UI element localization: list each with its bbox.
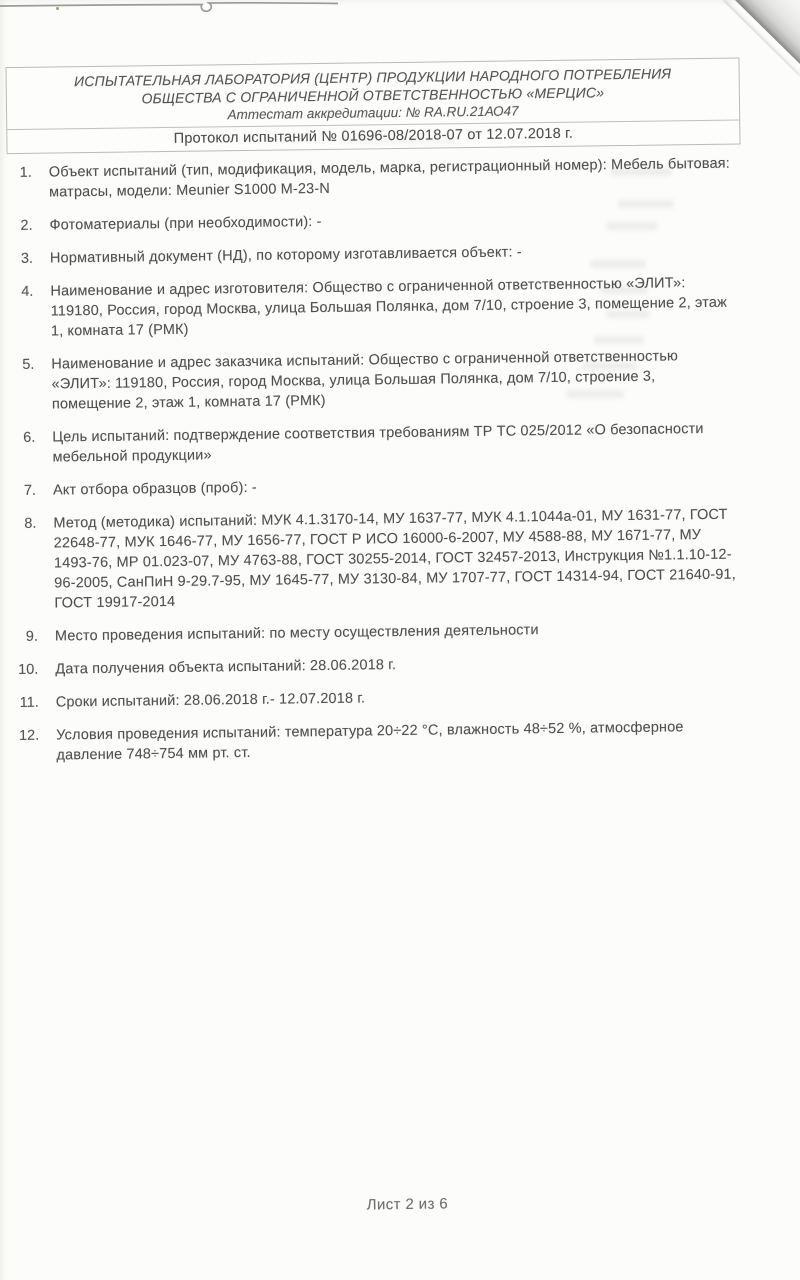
- lab-name-line1: ИСПЫТАТЕЛЬНАЯ ЛАБОРАТОРИЯ (ЦЕНТР) ПРОДУКЦИИ НАРОДНОГО ПОТРЕБЛЕНИЯ: [73, 65, 672, 90]
- item-9: [0, 617, 775, 647]
- item-5: [0, 345, 772, 415]
- item-text: Акт отбора образцов (проб): -: [52, 479, 257, 499]
- item-12: [1, 716, 776, 766]
- item-number: 7.: [23, 482, 37, 499]
- item-text: Сроки испытаний: 28.06.2018 г.- 12.07.2018 г.: [55, 690, 366, 711]
- item-number: 5.: [22, 356, 35, 373]
- lab-name-block: [6, 59, 739, 131]
- item-text: Нормативный документ (НД), по которому изготавливается объект: -: [49, 244, 522, 267]
- item-text: Объект испытаний (тип, модификация, модель, марка, регистрационный номер): Мебель бытовая: матрасы, модели: Meunier S1000 M-23-N: [48, 155, 731, 201]
- item-3: [0, 239, 770, 269]
- item-11: [1, 683, 776, 713]
- item-number: 11.: [19, 694, 39, 711]
- accreditation-line: Аттестат аккредитации: № RA.RU.21АО47: [227, 103, 519, 123]
- item-text: Цель испытаний: подтверждение соответствия требованиям ТР ТС 025/2012 «О безопасности мебельной продукции»: [52, 421, 704, 466]
- item-number: 6.: [23, 429, 36, 446]
- item-number: 10.: [18, 661, 39, 678]
- protocol-header-box: [5, 58, 740, 155]
- item-7: [0, 471, 773, 501]
- page-number: Лист 2 из 6: [366, 1195, 449, 1214]
- item-number: 4.: [21, 283, 34, 300]
- protocol-number-line: Протокол испытаний № 01696-08/2018-07 от 12.07.2018 г.: [173, 125, 574, 147]
- items-list: [0, 153, 777, 779]
- lab-name-line2: ОБЩЕСТВА С ОГРАНИЧЕННОЙ ОТВЕТСТВЕННОСТЬЮ «МЕРЦИС»: [141, 84, 605, 107]
- item-text: Метод (методика) испытаний: МУК 4.1.3170-14, МУ 1637-77, МУК 4.1.1044а-01, МУ 1631-77, ГОСТ 22648-77, МУК 1646-77, МУ 1656-77, ГОСТ Р ИСО 16000-6-2007, МУ 4588-88, МУ 1671-77, МУ 1493-76, МР 01.023-07, МУ 4763-88, ГОСТ 30255-2014, ГОСТ 32457-2013, Инструкция №1.1.10-12- 96-2005, СанПиН 9-29.7-95, МУ 1645-77, МУ 3130-84, МУ 1707-77, ГОСТ 14314-94, ГОСТ 21640-91, ГОСТ 19917-2014: [53, 506, 737, 612]
- item-1: [0, 153, 769, 203]
- item-number: 3.: [20, 250, 34, 267]
- item-text: Место проведения испытаний: по месту осуществления деятельности: [54, 622, 539, 645]
- item-2: [0, 206, 770, 236]
- item-8: [0, 504, 775, 614]
- item-text: Условия проведения испытаний: температура 20÷22 °С, влажность 48÷52 %, атмосферное давление 748÷754 мм рт. ст.: [56, 719, 684, 764]
- item-4: [0, 272, 771, 342]
- item-text: Фотоматериалы (при необходимости): -: [49, 213, 322, 234]
- item-number: 8.: [24, 515, 37, 532]
- item-text: Дата получения объекта испытаний: 28.06.2018 г.: [55, 657, 397, 678]
- item-number: 9.: [25, 628, 39, 645]
- item-6: [0, 418, 773, 468]
- item-10: [0, 650, 775, 680]
- item-number: 1.: [19, 164, 32, 181]
- item-number: 12.: [18, 727, 40, 744]
- item-number: 2.: [20, 217, 33, 234]
- item-text: Наименование и адрес изготовителя: Общество с ограниченной ответственностью «ЭЛИТ»: 119180, Россия, город Москва, улица Большая Полянка, дом 7/10, строение 3, помещение 2, этаж 1, комната 17 (РМК): [50, 275, 728, 340]
- item-text: Наименование и адрес заказчика испытаний: Общество с ограниченной ответственностью «ЭЛИТ»: 119180, Россия, город Москва, улица Большая Полянка, дом 7/10, строение 3, помещение 2, этаж 1, комната 17 (РМК): [51, 348, 679, 413]
